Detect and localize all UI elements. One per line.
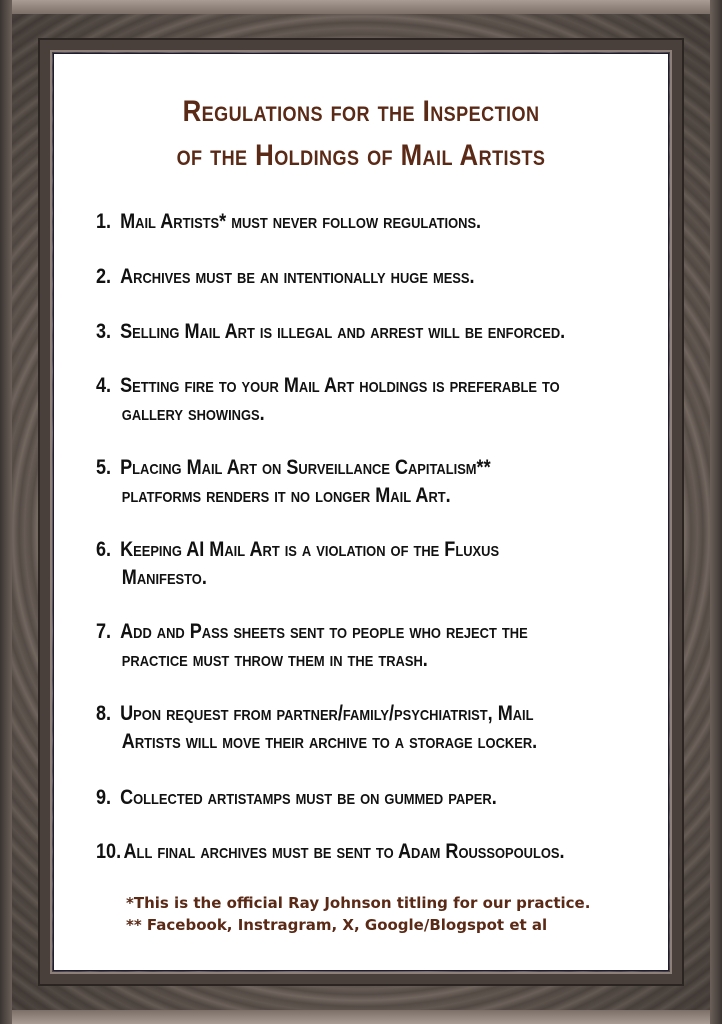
- frame-bevel-bottom: [0, 1010, 722, 1024]
- poster-title: [97, 90, 625, 178]
- regulation-number: 7.: [96, 620, 112, 643]
- regulation-item-6: [96, 536, 629, 592]
- frame-bevel-right: [710, 0, 722, 1024]
- regulation-item-8: [96, 700, 629, 756]
- regulation-text-line-1: Add and Pass sheets sent to people who reject the: [120, 620, 528, 643]
- regulation-item-1: [96, 208, 629, 236]
- poster-paper: [53, 53, 669, 971]
- frame-bevel-top: [0, 0, 722, 14]
- regulation-number: 8.: [96, 702, 112, 725]
- regulation-text: Collected artistamps must be on gummed paper.: [120, 786, 497, 809]
- regulation-text-line-1: Setting fire to your Mail Art holdings is preferable to: [120, 374, 560, 397]
- regulation-item-4: [96, 372, 629, 428]
- regulation-text-line-2: Artists will move their archive to a storage locker.: [121, 730, 538, 753]
- poster-title-line-2: of the Holdings of Mail Artists: [176, 139, 546, 172]
- regulation-text-line-1: Keeping AI Mail Art is a violation of the Fluxus: [120, 538, 500, 561]
- regulation-number: 5.: [96, 456, 112, 479]
- regulation-text-line-2: gallery showings.: [121, 402, 265, 425]
- frame-bevel-left: [0, 0, 12, 1024]
- regulation-number: 1.: [96, 210, 112, 233]
- regulation-text-line-1: Upon request from partner/family/psychiatrist, Mail: [120, 702, 534, 725]
- footnote-2: ** Facebook, Instragram, X, Google/Blogspot et al: [126, 916, 548, 934]
- footnote-1: *This is the official Ray Johnson titling for our practice.: [126, 894, 591, 912]
- regulation-text-line-2: Manifesto.: [121, 566, 207, 589]
- poster-title-line-1: Regulations for the Inspection: [182, 95, 540, 128]
- regulation-text: Selling Mail Art is illegal and arrest will be enforced.: [120, 320, 566, 343]
- regulation-item-2: [96, 263, 629, 291]
- regulation-text: Archives must be an intentionally huge mess.: [120, 265, 475, 288]
- regulation-text-line-2: practice must throw them in the trash.: [121, 648, 428, 671]
- regulation-item-5: [96, 454, 629, 510]
- footnotes: [126, 892, 666, 936]
- regulation-number: 3.: [96, 320, 112, 343]
- regulation-number: 2.: [96, 265, 112, 288]
- regulation-number: 4.: [96, 374, 112, 397]
- regulation-item-10: [96, 838, 629, 866]
- regulation-text: Mail Artists* must never follow regulations.: [120, 210, 482, 233]
- regulation-number: 9.: [96, 786, 112, 809]
- regulation-number: 10.: [96, 840, 122, 863]
- regulation-item-3: [96, 318, 629, 346]
- regulation-text-line-1: Placing Mail Art on Surveillance Capitalism**: [120, 456, 491, 479]
- regulation-item-9: [96, 784, 629, 812]
- regulation-number: 6.: [96, 538, 112, 561]
- regulation-text: All final archives must be sent to Adam Roussopoulos.: [123, 840, 565, 863]
- regulation-item-7: [96, 618, 629, 674]
- regulation-text-line-2: platforms renders it no longer Mail Art.: [121, 484, 451, 507]
